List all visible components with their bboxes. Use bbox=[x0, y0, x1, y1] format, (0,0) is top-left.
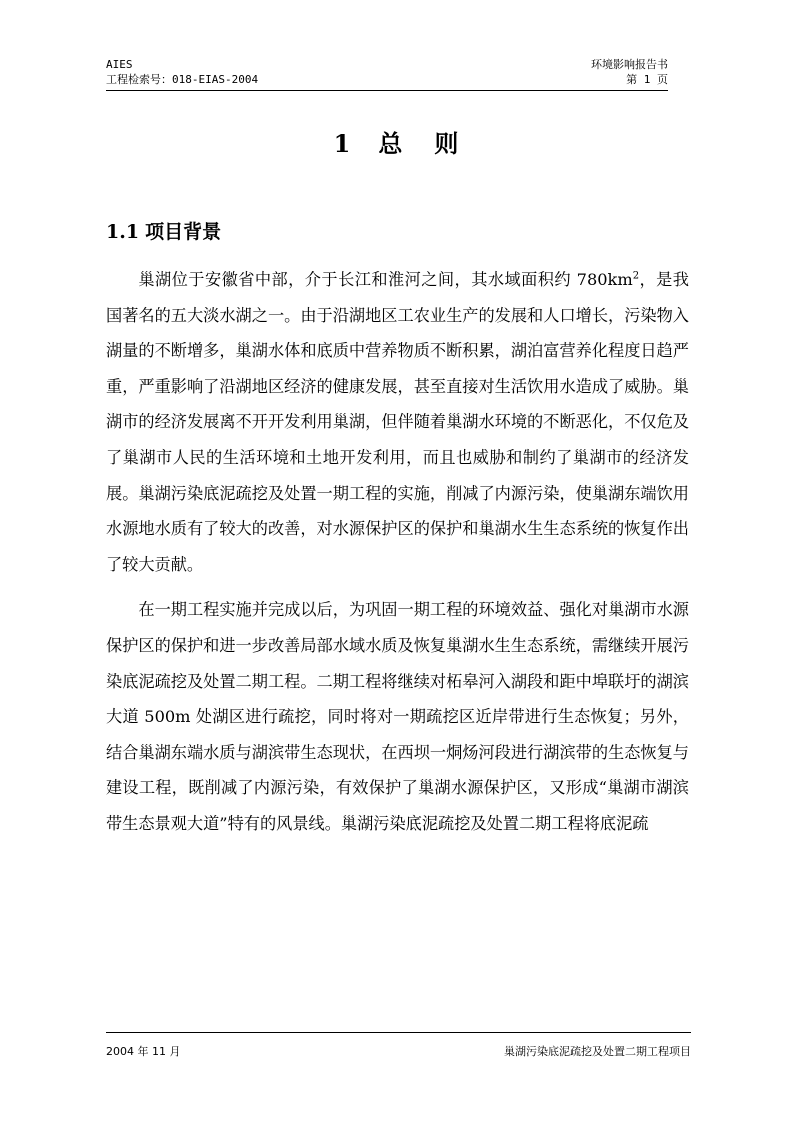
header-right bbox=[591, 57, 668, 87]
header-left bbox=[106, 57, 258, 87]
section-number: 1.1 bbox=[106, 221, 140, 243]
page-footer bbox=[106, 1032, 691, 1058]
body-text bbox=[106, 262, 689, 852]
chapter-title-word-2: 则 bbox=[434, 129, 461, 158]
chapter-title bbox=[0, 124, 794, 159]
page-header bbox=[106, 57, 668, 91]
footer-project-name: 巢湖污染底泥疏挖及处置二期工程项目 bbox=[504, 1045, 691, 1058]
header-index-number: 工程检索号：018-EIAS-2004 bbox=[106, 73, 259, 86]
section-heading bbox=[106, 217, 221, 244]
superscript-2: 2 bbox=[632, 270, 640, 282]
paragraph-2: 在一期工程实施并完成以后，为巩固一期工程的环境效益、强化对巢湖市水源保护区的保护和进一步改善局部水域水质及恢复巢湖水生生态系统，需继续开展污染底泥疏挖及处置二期工程。二期工程将继续对柘皋河入湖段和距中埠联圩的湖滨大道 500m 处湖区进行疏挖，同时将对一期疏挖区近岸带进行生态恢复；另外，结合巢湖东端水质与湖滨带生态现状，在西坝一烔炀河段进行湖滨带的生态恢复与建设工程，既削减了内源污染，有效保护了巢湖水源保护区，又形成“巢湖市湖滨带生态景观大道”特有的风景线。巢湖污染底泥疏挖及处置二期工程将底泥疏 bbox=[106, 600, 689, 833]
chapter-number: 1 bbox=[333, 129, 353, 158]
paragraph-1-text-a: 巢湖位于安徽省中部，介于长江和淮河之间，其水域面积约 780km bbox=[138, 270, 633, 289]
section-title: 项目背景 bbox=[145, 221, 222, 243]
header-page-number: 第 1 页 bbox=[626, 73, 668, 86]
paragraph-1 bbox=[106, 262, 689, 582]
header-doc-title: 环境影响报告书 bbox=[591, 58, 668, 71]
header-org: AIES bbox=[106, 58, 133, 71]
chapter-title-word-1: 总 bbox=[378, 129, 405, 158]
footer-date: 2004 年 11 月 bbox=[106, 1045, 181, 1058]
paragraph-1-text-b: ，是我国著名的五大淡水湖之一。由于沿湖地区工农业生产的发展和人口增长，污染物入湖量的不断增多，巢湖水体和底质中营养物质不断积累，湖泊富营养化程度日趋严重，严重影响了沿湖地区经济的健康发展，甚至直接对生活饮用水造成了威胁。巢湖市的经济发展离不开开发利用巢湖，但伴随着巢湖水环境的不断恶化，不仅危及了巢湖市人民的生活环境和土地开发利用，而且也威胁和制约了巢湖市的经济发展。巢湖污染底泥疏挖及处置一期工程的实施，削减了内源污染，使巢湖东端饮用水源地水质有了较大的改善，对水源保护区的保护和巢湖水生生态系统的恢复作出了较大贡献。 bbox=[106, 270, 689, 574]
